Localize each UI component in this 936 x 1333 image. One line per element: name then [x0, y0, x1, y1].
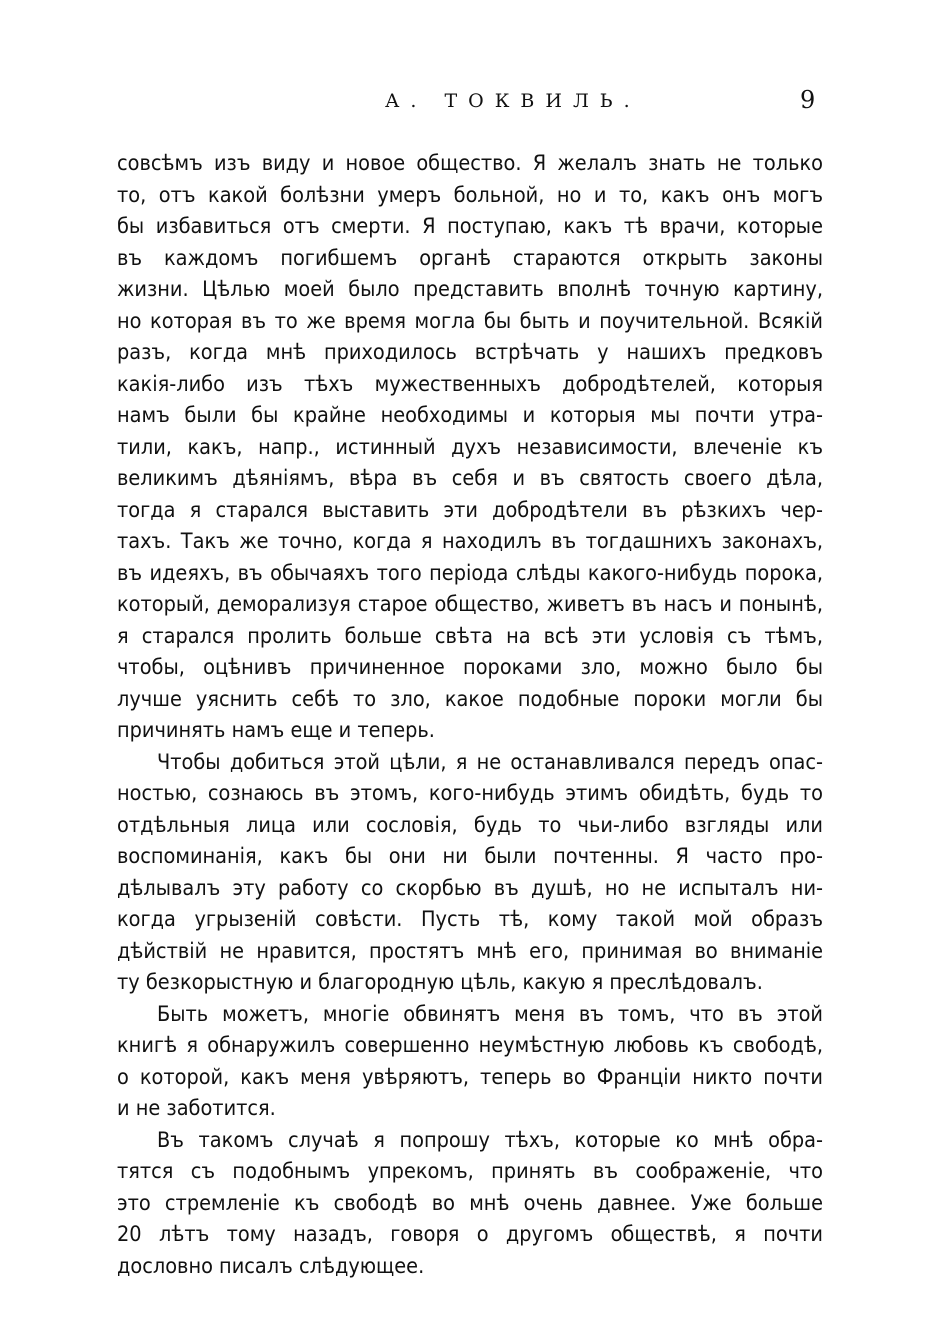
- text-line: Чтобы добиться этой цѣли, я не останавливался передъ опас-: [157, 749, 823, 775]
- text-line: тахъ. Такъ же точно, когда я находилъ въ тогдашнихъ законахъ,: [117, 529, 823, 554]
- text-line: великимъ дѣяніямъ, вѣра въ себя и въ святость своего дѣла,: [117, 466, 823, 491]
- text-line: воспоминанія, какъ бы они ни были почтенны. Я часто про-: [117, 844, 823, 869]
- text-line: тогда я старался выставить эти добродѣтели въ рѣзкихъ чер-: [117, 497, 823, 523]
- text-line: когда угрызеній совѣсти. Пусть тѣ, кому такой мой образъ: [117, 907, 823, 932]
- text-line: чтобы, оцѣнивъ причиненное пороками зло, можно было бы: [117, 655, 823, 680]
- text-line: который, деморализуя старое общество, живетъ въ насъ и понынѣ,: [117, 592, 823, 617]
- text-line: дѣйствій не нравится, простятъ мнѣ его, принимая во вниманіе: [117, 938, 823, 964]
- text-line: совсѣмъ изъ виду и новое общество. Я желалъ знать не только: [117, 151, 823, 176]
- running-head: [0, 86, 936, 114]
- text-line: но которая въ то же время могла бы быть и поучительной. Всякій: [117, 308, 823, 334]
- text-line: тятся съ подобнымъ упрекомъ, принять въ соображеніе, что: [117, 1159, 823, 1184]
- running-title: А. ТОКВИЛЬ.: [385, 90, 641, 112]
- text-line: то, отъ какой болѣзни умеръ больной, но и то, какъ онъ могъ: [117, 182, 823, 208]
- text-line: бы избавиться отъ смерти. Я поступаю, какъ тѣ врачи, которые: [117, 214, 823, 239]
- text-line: тили, какъ, напр., истинный духъ независимости, влеченіе къ: [117, 434, 823, 460]
- text-line: въ идеяхъ, въ обычаяхъ того періода слѣды какого-нибудь порока,: [117, 560, 823, 586]
- text-line: Быть можетъ, многіе обвинятъ меня въ томъ, что въ этой: [157, 1001, 823, 1027]
- text-line: ту безкорыстную и благородную цѣль, какую я преслѣдовалъ.: [117, 970, 763, 995]
- text-line: Въ такомъ случаѣ я попрошу тѣхъ, которые ко мнѣ обра-: [157, 1127, 823, 1153]
- text-line: ностью, сознаюсь въ этомъ, кого-нибудь этимъ обидѣть, будь то: [117, 781, 823, 806]
- text-line: отдѣльныя лица или сословія, будь то чьи-либо взгляды или: [117, 812, 823, 838]
- body-text: [117, 148, 823, 1282]
- text-line: лучше уяснить себѣ то зло, какое подобные пороки могли бы: [117, 686, 823, 712]
- text-line: причинять намъ еще и теперь.: [117, 718, 435, 743]
- text-line: книгѣ я обнаружилъ совершенно неумѣстную любовь къ свободѣ,: [117, 1033, 823, 1058]
- text-line: какія-либо изъ тѣхъ мужественныхъ добродѣтелей, которыя: [117, 371, 823, 397]
- text-line: 20 лѣтъ тому назадъ, говоря о другомъ обществѣ, я почти: [117, 1222, 823, 1247]
- text-line: и не заботится.: [117, 1096, 276, 1121]
- text-line: разъ, когда мнѣ приходилось встрѣчать у нашихъ предковъ: [117, 340, 823, 365]
- text-line: жизни. Цѣлью моей было представить вполнѣ точную картину,: [117, 277, 823, 302]
- text-line: о которой, какъ меня увѣряютъ, теперь во Франціи никто почти: [117, 1064, 823, 1090]
- text-line: это стремленіе къ свободѣ во мнѣ очень давнее. Уже больше: [117, 1190, 823, 1216]
- page-number: 9: [800, 86, 816, 114]
- text-line: я старался пролить больше свѣта на всѣ эти условія съ тѣмъ,: [117, 623, 823, 649]
- text-line: намъ были бы крайне необходимы и которыя мы почти утра-: [117, 403, 823, 428]
- text-line: дословно писалъ слѣдующее.: [117, 1253, 425, 1279]
- text-line: въ каждомъ погибшемъ органѣ стараются открыть законы: [117, 245, 823, 271]
- text-line: дѣлывалъ эту работу со скорбью въ душѣ, но не испыталъ ни-: [117, 875, 823, 901]
